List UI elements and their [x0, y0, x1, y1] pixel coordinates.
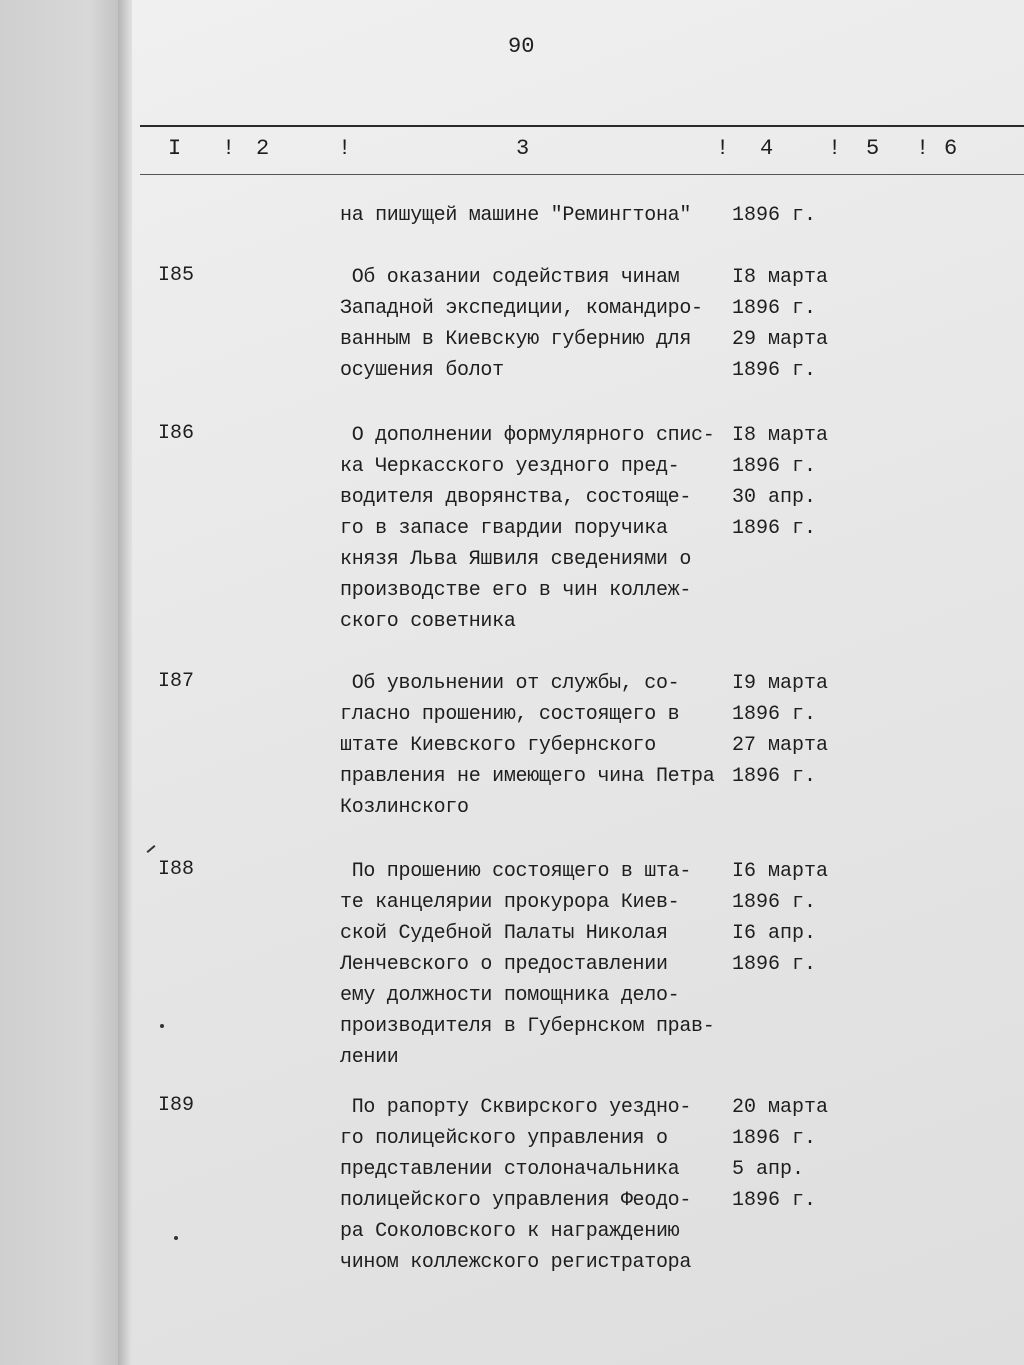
ink-dot — [174, 1236, 178, 1240]
description-line: осушения болот — [340, 359, 504, 382]
description-line: Козлинского — [340, 796, 469, 819]
description-line: правления не имеющего чина Петра — [340, 765, 715, 788]
date-line: 30 апр. — [732, 486, 817, 509]
description-line: го полицейского управления о — [340, 1127, 668, 1150]
row-description — [340, 856, 714, 1073]
date-line: 1896 г. — [732, 953, 817, 976]
description-line: полицейского управления Феодо- — [340, 1189, 692, 1212]
date-line: 1896 г. — [732, 1189, 817, 1212]
description-line: О дополнении формулярного спис- — [340, 424, 715, 447]
binding-fold — [118, 0, 132, 1365]
date-line: 1896 г. — [732, 703, 817, 726]
row-number: I87 — [158, 670, 195, 693]
date-line: I9 марта — [732, 672, 829, 695]
row-description — [340, 200, 691, 231]
description-line: ка Черкасского уездного пред- — [340, 455, 680, 478]
row-number: I86 — [158, 422, 195, 445]
header-rule-top — [140, 125, 1024, 127]
column-number: 5 — [866, 136, 880, 161]
description-line: представлении столоначальника — [340, 1158, 680, 1181]
header-rule-bottom — [140, 174, 1024, 175]
column-number: I — [168, 136, 182, 161]
description-line: князя Льва Яшвиля сведениями о — [340, 548, 692, 571]
description-line: водителя дворянства, состояще- — [340, 486, 692, 509]
description-line: лении — [340, 1046, 399, 1069]
column-separator: ! — [338, 136, 352, 161]
date-line: 1896 г. — [732, 359, 817, 382]
description-line: ра Соколовского к награждению — [340, 1220, 680, 1243]
description-line: Об оказании содействия чинам — [340, 266, 680, 289]
description-line: ему должности помощника дело- — [340, 984, 680, 1007]
description-line: По рапорту Сквирского уездно- — [340, 1096, 692, 1119]
row-number: I89 — [158, 1094, 195, 1117]
date-line: I6 марта — [732, 860, 829, 883]
row-dates — [732, 420, 828, 544]
page-number: 90 — [508, 34, 535, 59]
description-line: производителя в Губернском прав- — [340, 1015, 715, 1038]
date-line: I8 марта — [732, 424, 829, 447]
date-line: I6 апр. — [732, 922, 817, 945]
date-line: 1896 г. — [732, 204, 817, 227]
date-line: 20 марта — [732, 1096, 829, 1119]
description-line: Западной экспедиции, командиро- — [340, 297, 703, 320]
column-number: 6 — [944, 136, 958, 161]
description-line: на пишущей машине "Ремингтона" — [340, 204, 692, 227]
row-number: I88 — [158, 858, 195, 881]
column-separator: ! — [716, 136, 730, 161]
description-line: производстве его в чин коллеж- — [340, 579, 692, 602]
row-number: I85 — [158, 264, 195, 287]
date-line: I8 марта — [732, 266, 829, 289]
column-separator: ! — [828, 136, 842, 161]
row-dates — [732, 1092, 828, 1216]
description-line: ванным в Киевскую губернию для — [340, 328, 692, 351]
description-line: Об увольнении от службы, со- — [340, 672, 680, 695]
description-line: гласно прошению, состоящего в — [340, 703, 680, 726]
date-line: 1896 г. — [732, 891, 817, 914]
row-description — [340, 668, 714, 823]
row-description — [340, 1092, 691, 1278]
date-line: 1896 г. — [732, 297, 817, 320]
row-description — [340, 262, 703, 386]
row-dates — [732, 668, 828, 792]
date-line: 5 апр. — [732, 1158, 805, 1181]
description-line: По прошению состоящего в шта- — [340, 860, 692, 883]
column-number: 4 — [760, 136, 774, 161]
row-description — [340, 420, 714, 637]
description-line: чином коллежского регистратора — [340, 1251, 692, 1274]
column-separator: ! — [916, 136, 930, 161]
column-separator: ! — [222, 136, 236, 161]
column-number: 2 — [256, 136, 270, 161]
date-line: 1896 г. — [732, 765, 817, 788]
description-line: Ленчевского о предоставлении — [340, 953, 668, 976]
description-line: ской Судебной Палаты Николая — [340, 922, 668, 945]
left-page-edge — [0, 0, 128, 1365]
description-line: штате Киевского губернского — [340, 734, 656, 757]
description-line: го в запасе гвардии поручика — [340, 517, 668, 540]
date-line: 29 марта — [732, 328, 829, 351]
description-line: те канцелярии прокурора Киев- — [340, 891, 680, 914]
date-line: 1896 г. — [732, 455, 817, 478]
row-dates — [732, 200, 816, 231]
row-dates — [732, 856, 828, 980]
description-line: ского советника — [340, 610, 516, 633]
column-number: 3 — [516, 136, 530, 161]
date-line: 1896 г. — [732, 1127, 817, 1150]
ink-dot — [160, 1024, 164, 1028]
date-line: 27 марта — [732, 734, 829, 757]
date-line: 1896 г. — [732, 517, 817, 540]
row-dates — [732, 262, 828, 386]
